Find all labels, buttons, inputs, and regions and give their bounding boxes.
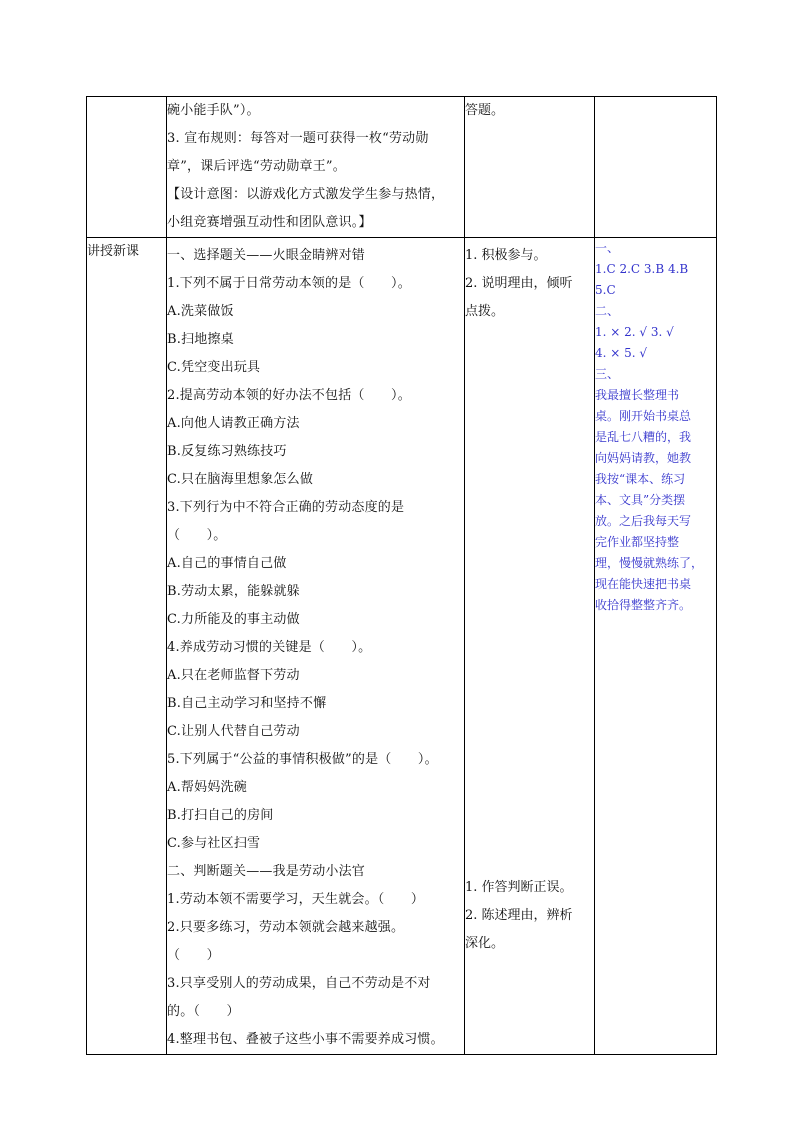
teacher-activity-cell [167,97,465,238]
text-line: 3.只享受别人的劳动成果，自己不劳动是不对 [167,976,431,991]
text-line: A.自己的事情自己做 [167,556,287,571]
teacher-activity-cell [167,238,465,1055]
text-line: 5.下列属于“公益的事情积极做”的是（ ）。 [167,752,438,767]
text-line: （ ） [167,948,220,963]
answer-cell [595,97,717,238]
text-line: 2. 陈述理由，辨析 [465,908,573,923]
lesson-plan-table [86,96,717,1055]
text-line: C.让别人代替自己劳动 [167,724,300,739]
answer-line: 理，慢慢就熟练了， [595,556,704,570]
table-row [87,97,717,238]
answer-line: 4. × 5. √ [595,346,648,360]
text-line: 3.下列行为中不符合正确的劳动态度的是 [167,500,405,515]
student-activity-cell [465,238,595,1055]
stage-label: 讲授新课 [87,244,140,259]
answer-cell [595,238,717,1055]
text-line: C.力所能及的事主动做 [167,612,300,627]
text-line: B.自己主动学习和坚持不懈 [167,696,327,711]
stage-label-cell [87,97,167,238]
answer-line: 向妈妈请教，她教 [595,451,692,465]
text-line: 章”，课后评选“劳动勋章王”。 [167,159,346,174]
answer-line: 现在能快速把书桌 [595,577,692,591]
spacer [465,326,594,874]
text-line: 2. 说明理由，倾听 [465,276,573,291]
text-line: C.参与社区扫雪 [167,836,261,851]
text-line: A.只在老师监督下劳动 [167,668,300,683]
answer-line: 5.C [595,283,616,297]
text-line: 1. 积极参与。 [465,248,547,263]
text-line: 4.养成劳动习惯的关键是（ ）。 [167,640,372,655]
text-line: A.洗菜做饭 [167,304,234,319]
answer-line: 是乱七八糟的，我 [595,430,692,444]
text-line: 1.劳动本领不需要学习，天生就会。（ ） [167,892,425,907]
answer-line: 二、 [595,304,620,318]
answer-line: 收拾得整整齐齐。 [595,598,692,612]
answer-line: 完作业都坚持整 [595,535,680,549]
answer-line: 我按“课本、练习 [595,472,686,486]
text-line: 1. 作答判断正误。 [465,880,573,895]
text-line: B.打扫自己的房间 [167,808,274,823]
text-line: B.反复练习熟练技巧 [167,444,287,459]
text-line: 一、选择题关——火眼金睛辨对错 [167,248,366,263]
text-line: 的。（ ） [167,1004,240,1019]
text-line: C.只在脑海里想象怎么做 [167,472,314,487]
text-line: 4.整理书包、叠被子这些小事不需要养成习惯。 [167,1032,444,1047]
student-activity-bottom [465,874,594,958]
text-line: 碗小能手队”）。 [167,103,260,118]
text-line: 深化。 [465,936,505,951]
text-line: 2.只要多练习，劳动本领就会越来越强。 [167,920,405,935]
text-line: （ ）。 [167,528,227,543]
answer-line: 一、 [595,241,620,255]
answer-line: 放。之后我每天写 [595,514,692,528]
text-line: 3. 宣布规则：每答对一题可获得一枚“劳动勋 [167,131,429,146]
text-line: B.劳动太累，能躲就躲 [167,584,300,599]
student-activity-top [465,242,594,326]
text-line: A.向他人请教正确方法 [167,416,300,431]
text-line: 二、判断题关——我是劳动小法官 [167,864,366,879]
text-line: 点拨。 [465,304,505,319]
answer-line: 1. × 2. √ 3. √ [595,325,674,339]
answer-line: 1.C 2.C 3.B 4.B [595,262,689,276]
text-line: 小组竞赛增强互动性和团队意识。】 [167,215,372,230]
answer-line: 三、 [595,367,620,381]
stage-label-cell [87,238,167,1055]
answer-line: 本、文具”分类摆 [595,493,686,507]
answer-line: 桌。刚开始书桌总 [595,409,692,423]
text-line: 1.下列不属于日常劳动本领的是（ ）。 [167,276,411,291]
text-line: A.帮妈妈洗碗 [167,780,247,795]
student-activity-cell [465,97,595,238]
text-line: 2.提高劳动本领的好办法不包括（ ）。 [167,388,411,403]
text-line: B.扫地擦桌 [167,332,234,347]
text-line: 答题。 [465,103,505,118]
text-line: 【设计意图：以游戏化方式激发学生参与热情， [167,187,445,202]
text-line: C.凭空变出玩具 [167,360,261,375]
answer-line: 我最擅长整理书 [595,388,680,402]
table-row [87,238,717,1055]
